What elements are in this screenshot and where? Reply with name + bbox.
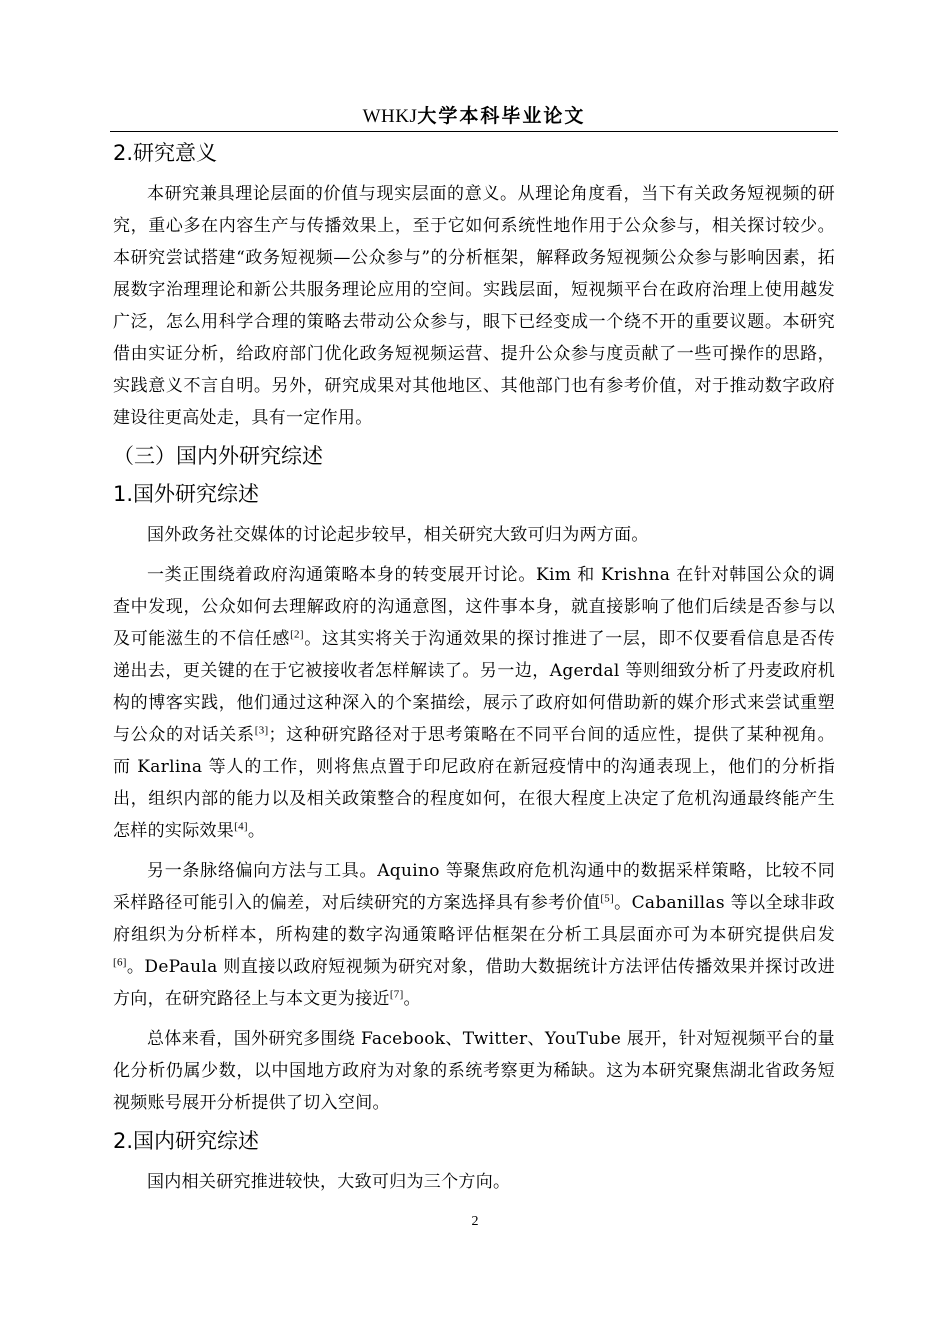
paragraph-foreign-methods bbox=[113, 855, 835, 1015]
text-run: 。Cabanillas 等以全球非政府组织为分析样本，所构建的数字沟通策略评估框架在分析工具层面亦可为本研究提供启发 bbox=[113, 893, 835, 945]
text-run: 。 bbox=[247, 821, 266, 841]
paragraph-domestic-intro: 国内相关研究推进较快，大致可归为三个方向。 bbox=[147, 1172, 511, 1192]
heading-research-significance: 2.研究意义 bbox=[113, 141, 218, 165]
paragraph-foreign-summary: 总体来看，国外研究多围绕 Facebook、Twitter、YouTube 展开，针对短视频平台的量化分析仍属少数，以中国地方政府为对象的系统考察更为稀缺。这为本研究聚焦湖北省政务短视频账号展开分析提供了切入空间。 bbox=[113, 1029, 835, 1113]
body-content bbox=[113, 134, 835, 1198]
heading-foreign-review: 1.国外研究综述 bbox=[113, 482, 260, 506]
citation-ref: [5] bbox=[600, 892, 615, 905]
text-run: 。 bbox=[403, 989, 421, 1009]
paragraph-research-significance: 本研究兼具理论层面的价值与现实层面的意义。从理论角度看，当下有关政务短视频的研究，重心多在内容生产与传播效果上，至于它如何系统性地作用于公众参与，相关探讨较少。本研究尝试搭建“政务短视频—公众参与”的分析框架，解释政务短视频公众参与影响因素，拓展数字治理理论和新公共服务理论应用的空间。实践层面，短视频平台在政府治理上使用越发广泛，怎么用科学合理的策略去带动公众参与，眼下已经变成一个绕不开的重要议题。本研究借由实证分析，给政府部门优化政务短视频运营、提升公众参与度贡献了一些可操作的思路，实践意义不言自明。另外，研究成果对其他地区、其他部门也有参考价值，对于推动数字政府建设往更高处走，具有一定作用。 bbox=[113, 184, 835, 428]
page-number: 2 bbox=[471, 1214, 479, 1229]
text-run: 。DePaula 则直接以政府短视频为研究对象，借助大数据统计方法评估传播效果并探讨改进方向，在研究路径上与本文更为接近 bbox=[113, 957, 835, 1009]
text-run: 一类正围绕着政府沟通策略本身的转变展开讨论。Kim 和 Krishna 在针对韩国公众的调查中发现，公众如何去理解政府的沟通意图，这件事本身，就直接影响了他们后续是否参与以及可能滋生的不信任感 bbox=[113, 565, 835, 649]
paragraph-foreign-intro: 国外政务社交媒体的讨论起步较早，相关研究大致可归为两方面。 bbox=[147, 525, 649, 545]
heading-domestic-review: 2.国内研究综述 bbox=[113, 1129, 260, 1153]
citation-ref: [3] bbox=[254, 724, 269, 737]
citation-ref: [6] bbox=[113, 956, 127, 969]
text-run: ；这种研究路径对于思考策略在不同平台间的适应性，提供了某种视角。而 Karlina 等人的工作，则将焦点置于印尼政府在新冠疫情中的沟通表现上，他们的分析指出，组织内部的能力以及相关政策整合的程度如何，在很大程度上决定了危机沟通最终能产生怎样的实际效果 bbox=[113, 725, 835, 841]
citation-ref: [4] bbox=[234, 820, 248, 833]
header-title: 大学本科毕业论文 bbox=[417, 105, 586, 127]
heading-literature-review: （三）国内外研究综述 bbox=[113, 444, 323, 468]
citation-ref: [2] bbox=[290, 628, 304, 641]
header-latin: WHKJ bbox=[362, 106, 418, 127]
text-run: 另一条脉络偏向方法与工具。Aquino 等聚焦政府危机沟通中的数据采样策略，比较不同采样路径可能引入的偏差，对后续研究的方案选择具有参考价值 bbox=[113, 861, 835, 913]
text-run: 。这其实将关于沟通效果的探讨推进了一层，即不仅要看信息是否传递出去，更关键的在于它被接收者怎样解读了。另一边，Agerdal 等则细致分析了丹麦政府机构的博客实践，他们通过这种深入的个案描绘，展示了政府如何借助新的媒介形式来尝试重塑与公众的对话关系 bbox=[113, 629, 836, 745]
citation-ref: [7] bbox=[389, 988, 404, 1001]
running-header bbox=[110, 101, 838, 132]
paragraph-foreign-strategy bbox=[113, 559, 835, 847]
